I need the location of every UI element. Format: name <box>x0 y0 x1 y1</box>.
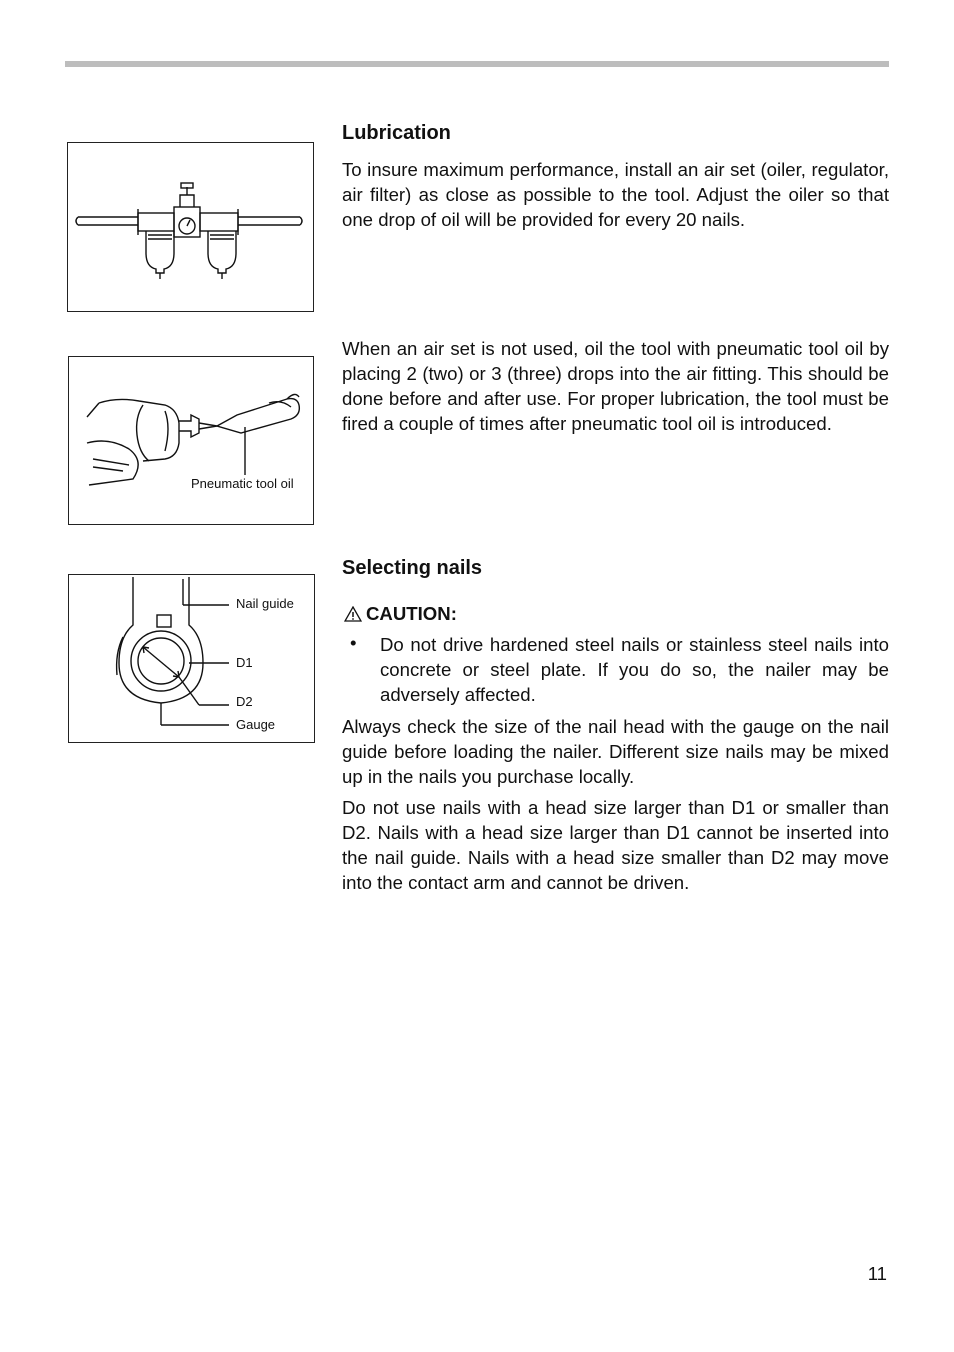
nail-guide-figure <box>68 574 315 743</box>
nail-guide-label: Nail guide <box>236 596 294 611</box>
caution-heading <box>344 603 457 627</box>
selecting-nails-heading: Selecting nails <box>342 557 483 579</box>
warning-triangle-icon <box>344 605 366 627</box>
air-set-figure <box>67 142 314 312</box>
d2-label: D2 <box>236 694 253 709</box>
d1-label: D1 <box>236 655 253 670</box>
lubrication-paragraph-2: When an air set is not used, oil the tool with pneumatic tool oil by placing 2 (two) or 3 (three) drops into the air fitting. This should be done before and after use. For proper lubrication, the tool must be fired a couple of times after pneumatic tool oil is introduced. <box>342 338 889 434</box>
caution-label: CAUTION: <box>366 603 457 624</box>
tool-oil-figure <box>68 356 314 525</box>
oil-label: Pneumatic tool oil <box>191 476 294 491</box>
bullet-dot: • <box>350 632 357 653</box>
top-rule <box>65 61 889 67</box>
page-number: 11 <box>867 1263 887 1284</box>
tool-oil-illustration <box>69 357 312 523</box>
gauge-label: Gauge <box>236 717 276 732</box>
selecting-nails-paragraph-2: Do not use nails with a head size larger than D1 or smaller than D2. Nails with a head size larger than D1 cannot be inserted into the nail guide. Nails with a head size smaller than D2 may move into the contact arm and cannot be driven. <box>342 797 889 893</box>
caution-bullet-text: Do not drive hardened steel nails or stainless steel nails into concrete or steel plate. If you do so, the nailer may be adversely affected. <box>380 634 889 705</box>
selecting-nails-paragraph-1: Always check the size of the nail head with the gauge on the nail guide before loading the nailer. Different size nails may be mixed up in the nails you purchase locally. <box>342 716 889 787</box>
air-set-illustration <box>68 143 312 310</box>
lubrication-heading: Lubrication <box>342 122 451 144</box>
lubrication-paragraph-1: To insure maximum performance, install an air set (oiler, regulator, air filter) as close as possible to the tool. Adjust the oiler so that one drop of oil will be provided for every 20 nails. <box>342 159 889 230</box>
